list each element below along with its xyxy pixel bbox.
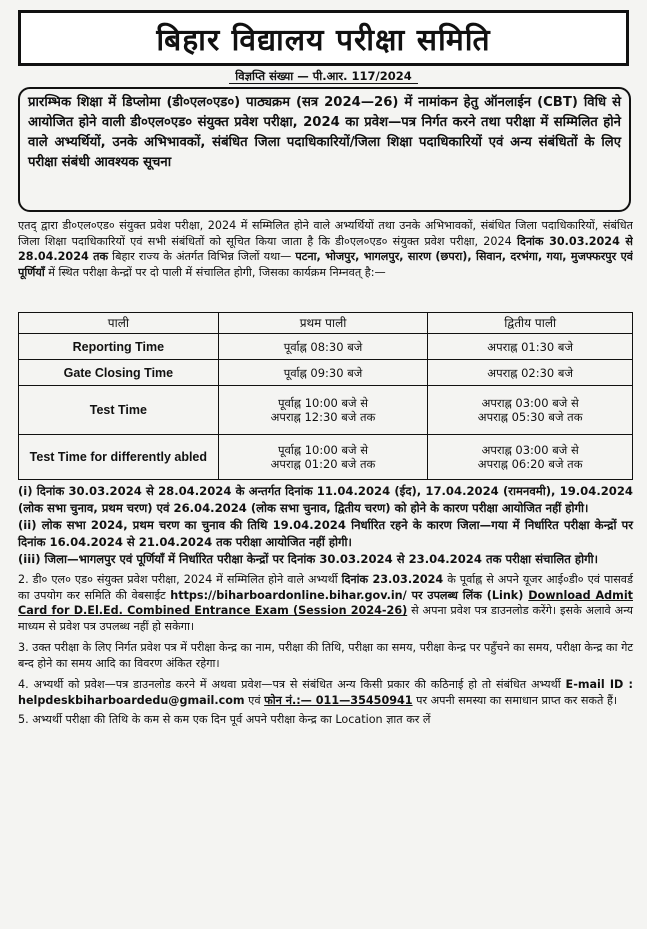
exam-dates: दिनांक 30.03.2024 से 28.04.2024 तक <box>18 234 633 263</box>
notice-reference: विज्ञप्ति संख्या — पी.आर. 117/2024 <box>0 69 647 84</box>
col-header-second-shift: द्वितीय पाली <box>428 313 633 334</box>
second-shift-cell: अपराह्न 03:00 बजे से अपराह्न 05:30 बजे तक <box>428 386 633 435</box>
schedule-table <box>18 312 633 480</box>
first-shift-cell: पूर्वाह्न 09:30 बजे <box>218 360 428 386</box>
helpdesk-phone[interactable]: फोन नं.:— 011—35450941 <box>264 693 413 707</box>
first-shift-cell: पूर्वाह्न 10:00 बजे से अपराह्न 01:20 बजे तक <box>218 435 428 480</box>
helpdesk-item: 4. अभ्यर्थी को प्रवेश—पत्र डाउनलोड करने में अथवा प्रवेश—पत्र से संबंधित अन्य किसी प्रकार की कठिनाई हो तो संबंधित अभ्यर्थी E-mail ID : helpdeskbiharboardedu@gmail.com एवं फोन नं.:— 011—35450941 पर अपनी समस्या का समाधान प्राप्त कर सकते हैं। <box>18 678 633 707</box>
row-label: Test Time <box>19 386 219 435</box>
admit-card-instructions: 2. डी० एल० एड० संयुक्त प्रवेश परीक्षा, 2024 में सम्मिलित होने वाले अभ्यर्थी दिनांक 23.03.2024 के पूर्वाह्न से अपने यूजर आई०डी० एवं पासवर्ड का उपयोग कर समिति की वेबसाईट https://biharboardonline.bihar.gov.in/ पर उपलब्ध लिंक (Link) Download Admit Card for D.El.Ed. Combined Entrance Exam (Session 2024-26) से अपना प्रवेश पत्र डाउनलोड करेंगे। इसके अलावे अन्य माध्यम से प्रवेश पत्र उपलब्ध नहीं हो सकेगा। <box>18 573 633 633</box>
row-label: Test Time for differently abled <box>19 435 219 480</box>
intro-paragraph: एतद् द्वारा डी०एल०एड० संयुक्त प्रवेश परीक्षा, 2024 में सम्मिलित होने वाले अभ्यर्थियों तथा उनके अभिभावकों, संबंधित जिला पदाधिकारियों, संबंधित जिला शिक्षा पदाधिकारियों एवं सभी संबंधितों को सूचित किया जाता है कि डी०एल०एड० संयुक्त प्रवेश परीक्षा, 2024 दिनांक 30.03.2024 से 28.04.2024 तक बिहार राज्य के अंतर्गत विभिन्न जिलों यथा— पटना, भोजपुर, भागलपुर, सारण (छपरा), सिवान, दरभंगा, गया, मुजफ्फरपुर एवं पूर्णियाँ में स्थित परीक्षा केन्द्रों पर दो पाली में संचालित होगी, जिसका कार्यक्रम निम्नवत् है:— <box>18 219 633 279</box>
note-item: (i) दिनांक 30.03.2024 से 28.04.2024 के अन्तर्गत दिनांक 11.04.2024 (ईद), 17.04.2024 (रामनवमी), 19.04.2024 (लोक सभा चुनाव, प्रथम चरण) एवं 26.04.2024 (लोक सभा चुनाव, द्वितीय चरण) को होने के कारण परीक्षा आयोजित नहीं होगी। <box>18 484 633 515</box>
notice-subject: प्रारम्भिक शिक्षा में डिप्लोमा (डी०एल०एड०) पाठ्यक्रम (सत्र 2024—26) में नामांकन हेतु ऑनलाईन (CBT) विधि से आयोजित होने वाली डी०एल०एड० संयुक्त प्रवेश परीक्षा, 2024 का प्रवेश—पत्र निर्गत करने तथा परीक्षा में सम्मिलित होने वाले अभ्यर्थियों, उनके अभिभावकों, संबंधित जिला पदाधिकारियों/जिला शिक्षा पदाधिकारियों एवं अन्य संबंधितों के लिए परीक्षा संबंधी आवश्यक सूचना <box>18 87 631 212</box>
note-item: (iii) जिला—भागलपुर एवं पूर्णियाँ में निर्धारित परीक्षा केन्द्रों पर दिनांक 30.03.2024 से 23.04.2024 तक परीक्षा संचालित होगी। <box>18 552 599 566</box>
exam-notes <box>18 483 633 568</box>
admit-card-link[interactable]: Download Admit Card for D.El.Ed. Combined Entrance Exam (Session 2024-26) <box>18 588 633 617</box>
note-item: (ii) लोक सभा 2024, प्रथम चरण का चुनाव की तिथि 19.04.2024 निर्धारित रहने के कारण जिला—गया में निर्धारित परीक्षा केन्द्रों पर दिनांक 16.04.2024 से 21.04.2024 तक परीक्षा आयोजित नहीं होगी। <box>18 518 633 549</box>
second-shift-cell: अपराह्न 03:00 बजे से अपराह्न 06:20 बजे तक <box>428 435 633 480</box>
table-row <box>19 334 633 360</box>
col-header-shift: पाली <box>19 313 219 334</box>
table-row <box>19 435 633 480</box>
website-url[interactable]: https://biharboardonline.bihar.gov.in/ पर उपलब्ध लिंक (Link) <box>170 588 529 602</box>
second-shift-cell: अपराह्न 02:30 बजे <box>428 360 633 386</box>
board-title: बिहार विद्यालय परीक्षा समिति <box>18 10 629 66</box>
first-shift-cell: पूर्वाह्न 10:00 बजे से अपराह्न 12:30 बजे तक <box>218 386 428 435</box>
table-row <box>19 360 633 386</box>
location-item: 5. अभ्यर्थी परीक्षा की तिथि के कम से कम एक दिन पूर्व अपने परीक्षा केन्द्र का Location ज्ञात कर लें <box>18 713 431 726</box>
helpdesk-email[interactable]: E-mail ID : helpdeskbiharboardedu@gmail.com <box>18 678 633 707</box>
district-list: पटना, भोजपुर, भागलपुर, सारण (छपरा), सिवान, दरभंगा, गया, मुजफ्फरपुर एवं पूर्णियाँ <box>18 250 633 279</box>
first-shift-cell: पूर्वाह्न 08:30 बजे <box>218 334 428 360</box>
admit-card-details-item: 3. उक्त परीक्षा के लिए निर्गत प्रवेश पत्र में परीक्षा केन्द्र का नाम, परीक्षा की तिथि, परीक्षा का समय, परीक्षा केन्द्र पर पहुँचने का समय, परीक्षा केन्द्र का गेट बन्द होने का समय आदि का विवरण अंकित रहेगा। <box>18 641 633 670</box>
row-label: Gate Closing Time <box>19 360 219 386</box>
col-header-first-shift: प्रथम पाली <box>218 313 428 334</box>
second-shift-cell: अपराह्न 01:30 बजे <box>428 334 633 360</box>
table-row <box>19 386 633 435</box>
row-label: Reporting Time <box>19 334 219 360</box>
table-header-row <box>19 313 633 334</box>
